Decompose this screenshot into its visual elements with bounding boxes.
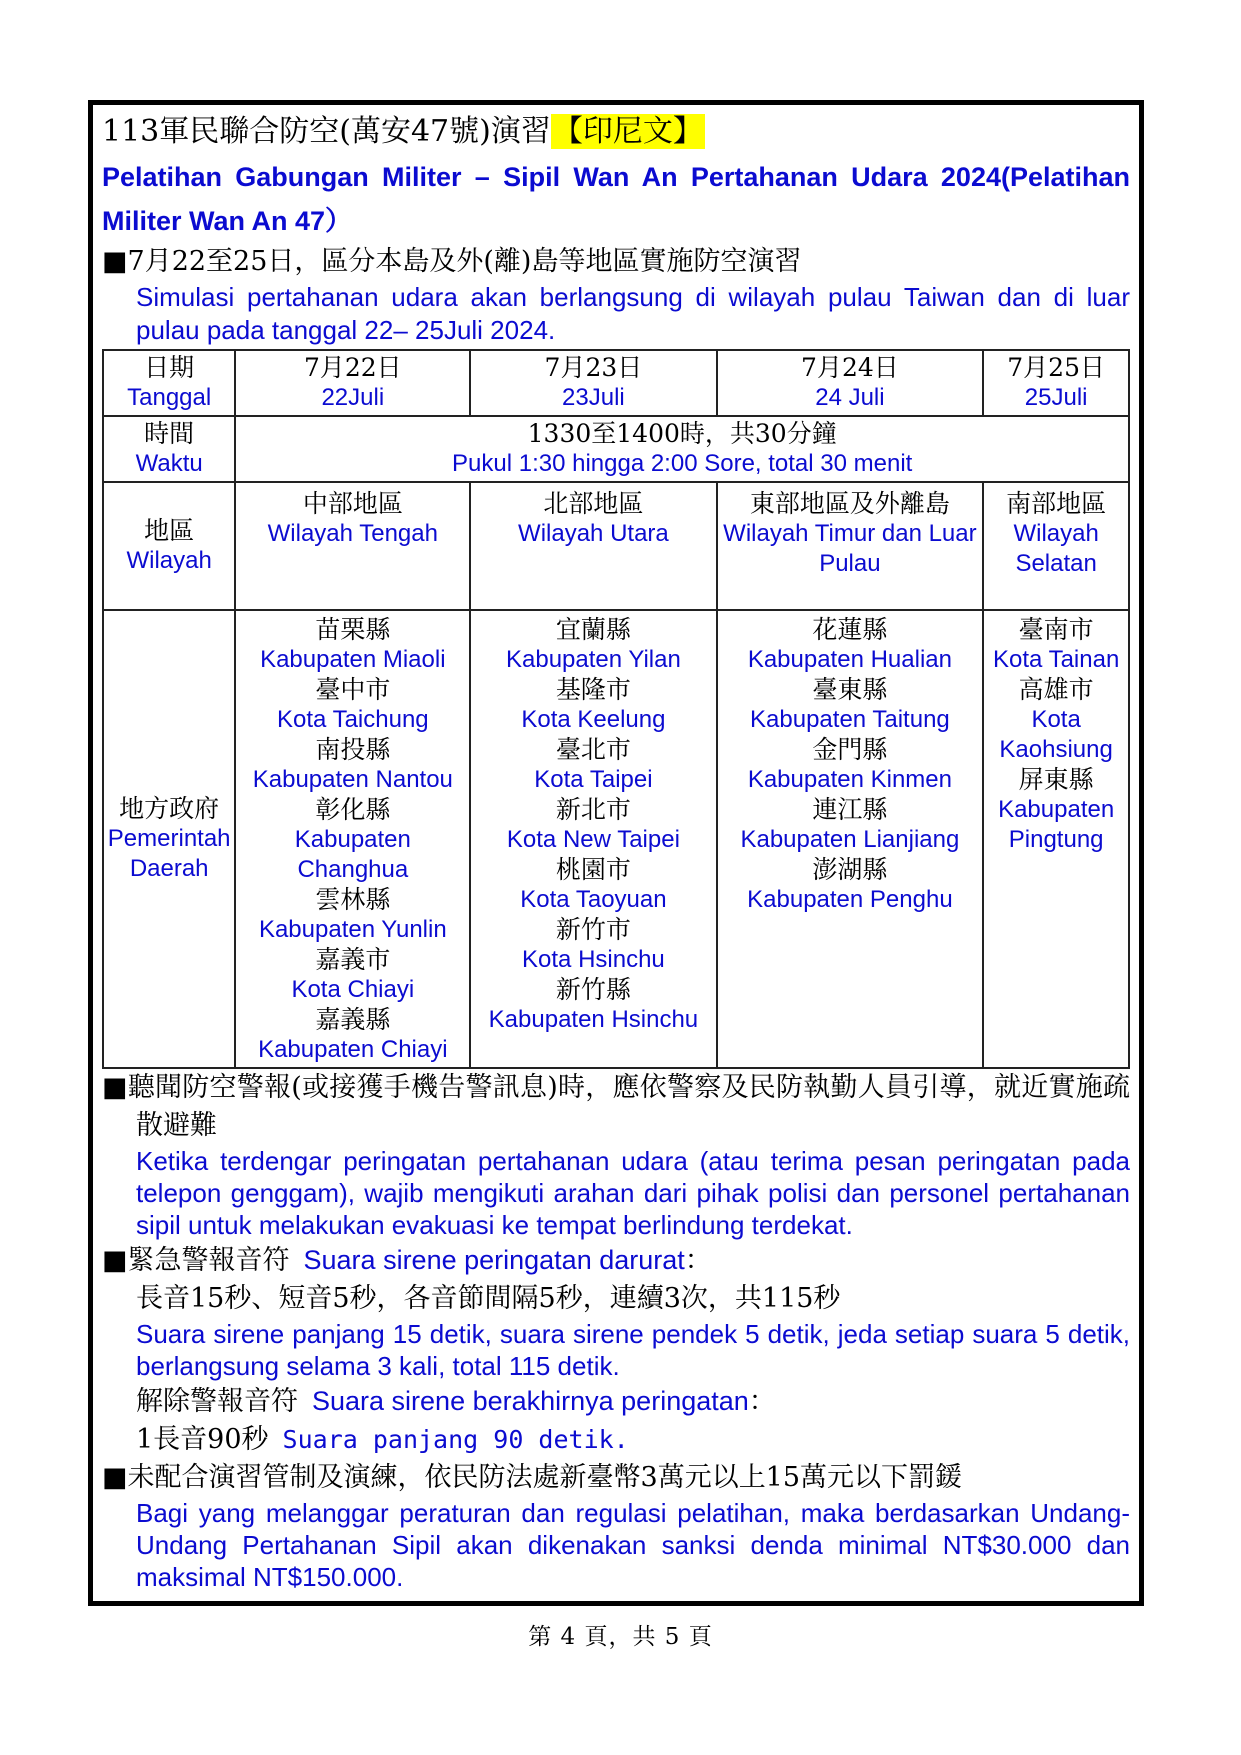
gov-entry-zh: 苗栗縣 (315, 615, 391, 644)
siren-pattern-id: Suara sirene panjang 15 detik, suara sirene pendek 5 detik, jeda setiap suara 5 detik, berlangsung selama 3 kali, total 115 detik. (136, 1319, 1130, 1381)
allclear-pattern-zh: 1長音90秒 (136, 1424, 269, 1455)
penalty-note-zh: ■未配合演習管制及演練，依民防法處新臺幣3萬元以上15萬元以下罰鍰 (102, 1462, 963, 1493)
gov-entry-zh: 澎湖縣 (812, 855, 888, 884)
gov-entry-id: Kabupaten Lianjiang (740, 826, 960, 853)
date-id: 23Juli (562, 384, 625, 411)
gov-entry-id: Kota Kaohsiung (999, 706, 1113, 763)
evacuation-note-zh: ■聽聞防空警報(或接獲手機告警訊息)時，應依警察及民防執勤人員引導，就近實施疏散避難 (102, 1072, 1130, 1141)
gov-cell-south (983, 610, 1129, 1068)
gov-entry-id: Kabupaten Yunlin (258, 916, 447, 943)
gov-entry (987, 765, 1125, 855)
gov-entry (239, 945, 466, 1005)
gov-entry (721, 855, 980, 915)
date-cell (470, 350, 716, 416)
gov-cell-east-islands (717, 610, 984, 1068)
gov-entry-id: Kabupaten Taitung (750, 706, 950, 733)
region-zh: 南部地區 (1006, 489, 1107, 518)
gov-entry-zh: 南投縣 (315, 735, 391, 764)
date-zh: 7月25日 (1007, 353, 1105, 382)
gov-entry (239, 675, 466, 735)
region-id: Wilayah Selatan (1013, 520, 1099, 577)
document-title (102, 109, 1130, 155)
gov-entry-id: Kabupaten Pingtung (998, 796, 1115, 853)
gov-entry-zh: 新竹縣 (555, 975, 631, 1004)
gov-entry-id: Kota Taipei (534, 766, 653, 793)
region-id: Wilayah Tengah (267, 520, 438, 547)
time-row (103, 416, 1129, 482)
date-cell (983, 350, 1129, 416)
region-zh: 東部地區及外離島 (749, 489, 950, 518)
gov-entry-zh: 臺東縣 (812, 675, 888, 704)
region-id: Wilayah Utara (518, 520, 669, 547)
gov-entry (474, 975, 712, 1035)
region-cell (470, 482, 716, 610)
emergency-siren-zh: ■緊急警報音符 (102, 1245, 290, 1276)
allclear-siren-line (136, 1382, 1130, 1421)
gov-entry-id: Kabupaten Nantou (252, 766, 453, 793)
exercise-schedule-table (102, 349, 1130, 1069)
gov-entry-id: Kabupaten Hsinchu (488, 1006, 699, 1033)
gov-entry-zh: 宜蘭縣 (555, 615, 631, 644)
date-label-zh: 日期 (144, 353, 195, 382)
gov-entry-id: Kota New Taipei (506, 826, 680, 853)
gov-entry-id: Kabupaten Yilan (506, 646, 681, 673)
gov-entry (474, 675, 712, 735)
date-label-id: Tanggal (127, 384, 212, 411)
gov-entry-zh: 花蓮縣 (812, 615, 888, 644)
date-cell (717, 350, 984, 416)
gov-entry-zh: 臺中市 (315, 675, 391, 704)
allclear-pattern-id: Suara panjang 90 detik. (282, 1425, 629, 1454)
intro-paragraph-indonesian: Simulasi pertahanan udara akan berlangsung di wilayah pulau Taiwan dan di luar pulau pada tanggal 22– 25Juli 2024. (136, 282, 1130, 345)
gov-entry (474, 855, 712, 915)
title-indonesian-text: Pelatihan Gabungan Militer – Sipil Wan An Pertahanan Udara 2024(Pelatihan Militer Wan An 47） (102, 162, 1130, 236)
region-label-zh: 地區 (144, 516, 195, 545)
date-zh: 7月23日 (544, 353, 643, 382)
gov-entry-id: Kota Taichung (276, 706, 429, 733)
emergency-siren-id: Suara sirene peringatan darurat (303, 1245, 685, 1275)
gov-entry (721, 795, 980, 855)
gov-entry (474, 735, 712, 795)
gov-entry-zh: 嘉義縣 (315, 1005, 391, 1034)
region-cell (717, 482, 984, 610)
document-frame (88, 100, 1144, 1606)
region-row-label (103, 482, 235, 610)
time-value-cell (235, 416, 1129, 482)
gov-entry-id: Kabupaten Miaoli (260, 646, 446, 673)
gov-entry-zh: 彰化縣 (315, 795, 391, 824)
gov-entry-zh: 雲林縣 (315, 885, 391, 914)
gov-entry (987, 675, 1125, 765)
region-zh: 北部地區 (543, 489, 644, 518)
gov-entry (239, 1005, 466, 1065)
gov-entry (721, 735, 980, 795)
date-zh: 7月22日 (303, 353, 402, 382)
date-row (103, 350, 1129, 416)
gov-label-zh: 地方政府 (119, 794, 220, 823)
gov-entry-id: Kota Keelung (521, 706, 666, 733)
time-value-zh: 1330至1400時，共30分鐘 (527, 419, 837, 448)
allclear-siren-colon: ： (748, 1386, 776, 1417)
siren-pattern-zh: 長音15秒、短音5秒，各音節間隔5秒，連續3次，共115秒 (136, 1283, 841, 1314)
gov-entry (474, 915, 712, 975)
region-cell (983, 482, 1129, 610)
gov-entry-id: Kota Hsinchu (522, 946, 665, 973)
local-government-row (103, 610, 1129, 1068)
gov-entry-zh: 臺北市 (555, 735, 631, 764)
gov-entry-id: Kabupaten Chiayi (258, 1036, 448, 1063)
region-id: Wilayah Timur dan Luar Pulau (723, 520, 977, 577)
date-id: 25Juli (1024, 384, 1088, 411)
time-row-label (103, 416, 235, 482)
gov-entry-zh: 嘉義市 (315, 945, 391, 974)
gov-entry (239, 735, 466, 795)
date-zh: 7月24日 (801, 353, 899, 382)
gov-entry-zh: 臺南市 (1018, 615, 1094, 644)
gov-entry-id: Kabupaten Hualian (747, 646, 952, 673)
page-number: 第 4 頁，共 5 頁 (528, 1624, 713, 1650)
date-id: 22Juli (321, 384, 385, 411)
date-cell (235, 350, 470, 416)
allclear-siren-id: Suara sirene berakhirnya peringatan (312, 1386, 749, 1416)
gov-entry-zh: 新竹市 (555, 915, 631, 944)
gov-entry-id: Kota Tainan (992, 646, 1120, 673)
gov-label-id: Pemerintah Daerah (107, 825, 231, 882)
gov-entry-id: Kota Chiayi (291, 976, 415, 1003)
gov-entry (721, 675, 980, 735)
allclear-siren-zh: 解除警報音符 (136, 1386, 298, 1417)
gov-entry (987, 615, 1125, 675)
gov-entry (474, 795, 712, 855)
gov-cell-central (235, 610, 470, 1068)
gov-entry (474, 615, 712, 675)
date-row-label (103, 350, 235, 416)
gov-cell-north (470, 610, 716, 1068)
time-label-zh: 時間 (144, 419, 195, 448)
gov-entry-id: Kabupaten Penghu (747, 886, 953, 913)
gov-row-label (103, 610, 235, 1068)
time-label-id: Waktu (135, 450, 203, 477)
gov-entry-id: Kota Taoyuan (520, 886, 667, 913)
gov-entry (239, 795, 466, 885)
region-label-id: Wilayah (126, 547, 212, 574)
gov-entry-zh: 連江縣 (812, 795, 888, 824)
gov-entry-zh: 金門縣 (812, 735, 888, 764)
gov-entry-zh: 桃園市 (555, 855, 631, 884)
gov-entry-id: Kabupaten Changhua (294, 826, 411, 883)
title-language-highlight: 【印尼文】 (552, 114, 703, 149)
allclear-pattern-line (136, 1421, 1130, 1459)
gov-entry-zh: 高雄市 (1018, 675, 1094, 704)
time-value-id: Pukul 1:30 hingga 2:00 Sore, total 30 menit (452, 450, 913, 477)
intro-bullet-chinese: ■7月22至25日，區分本島及外(離)島等地區實施防空演習 (102, 246, 802, 277)
gov-entry-zh: 新北市 (555, 795, 631, 824)
emergency-siren-line (102, 1241, 1130, 1280)
date-id: 24 Juli (815, 384, 885, 411)
region-row (103, 482, 1129, 610)
evacuation-note-id: Ketika terdengar peringatan pertahanan udara (atau terima pesan peringatan pada telepon genggam), wajib mengikuti arahan dari pihak polisi dan personel pertahanan sipil untuk melakukan evakuasi ke tempat berlindung terdekat. (136, 1146, 1130, 1240)
region-zh: 中部地區 (302, 489, 403, 518)
gov-entry-zh: 屏東縣 (1018, 765, 1094, 794)
region-cell (235, 482, 470, 610)
gov-entry-zh: 基隆市 (555, 675, 631, 704)
gov-entry (239, 615, 466, 675)
emergency-siren-colon: ： (684, 1245, 712, 1276)
gov-entry-id: Kabupaten Kinmen (747, 766, 952, 793)
gov-entry (239, 885, 466, 945)
penalty-note-id: Bagi yang melanggar peraturan dan regulasi pelatihan, maka berdasarkan Undang-Undang Pertahanan Sipil akan dikenakan sanksi denda minimal NT$30.000 dan maksimal NT$150.000. (136, 1498, 1130, 1592)
title-chinese-text: 113軍民聯合防空(萬安47號)演習 (102, 114, 551, 149)
gov-entry (721, 615, 980, 675)
